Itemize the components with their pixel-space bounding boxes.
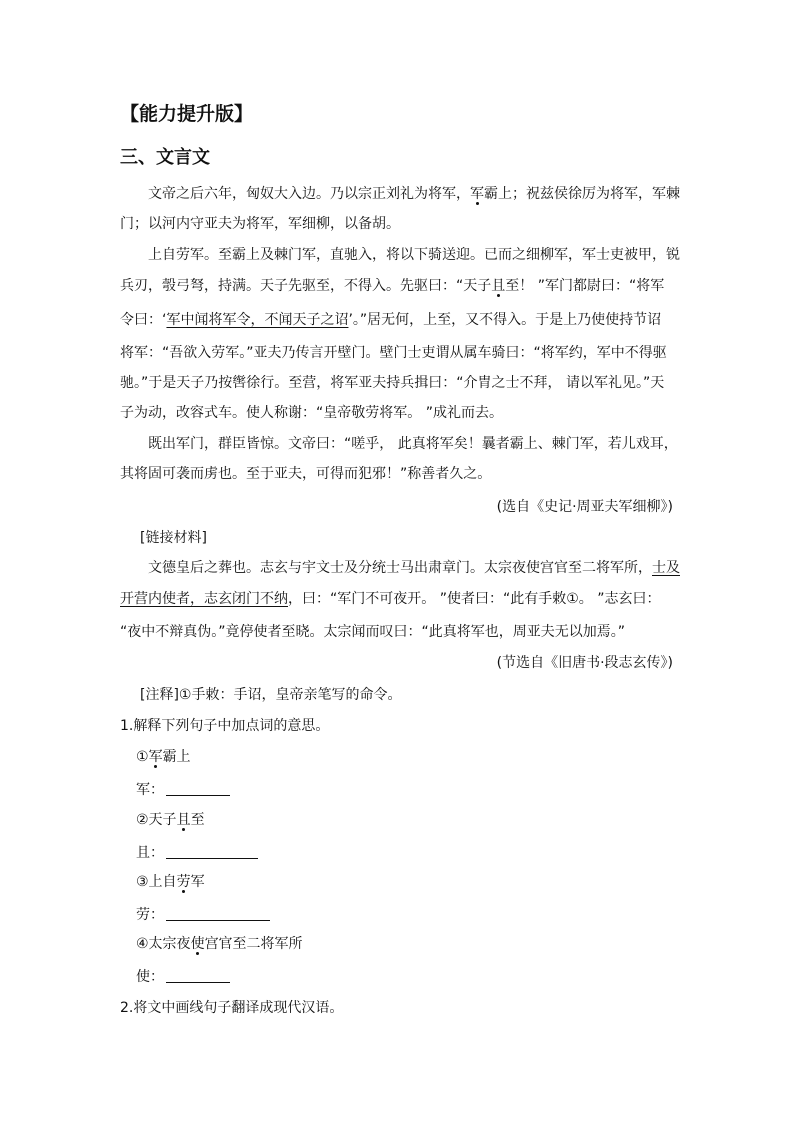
answer-label: 军： (136, 782, 164, 798)
passage-p2-line3 (120, 310, 661, 330)
text: 军 (190, 874, 205, 890)
underlined-sentence: 开营内使者，志玄闭门不纳 (120, 591, 288, 607)
passage-p2-line4: 将军：“吾欲入劳军。”亚夫乃传言开壁门。壁门士吏谓从属车骑曰：“将军约，军中不得驱 (120, 345, 667, 361)
dotted-word: 军 (148, 749, 163, 765)
passage-p1-line1 (148, 184, 680, 204)
q1-item-4-sentence (136, 934, 303, 954)
text: 文德皇后之葬也。志玄与宇文士及分统士马出肃章门。太宗夜使宫官至二将军所， (148, 560, 652, 576)
passage-p2-line1: 上自劳军。至霸上及棘门军，直驰入，将以下骑送迎。已而之细柳军，军士吏被甲，锐 (148, 247, 680, 263)
text: 霸上 (162, 749, 191, 765)
text: ① (136, 749, 149, 765)
answer-label: 使： (136, 969, 164, 985)
link-line3: “夜中不辩真伪。”竟停使者至晓。太宗闻而叹曰：“此真将军也，周亚夫无以加焉。” (120, 624, 626, 640)
passage-p2-line5: 驰。”于是天子乃按辔徐行。至营，将军亚夫持兵揖曰：“介胄之士不拜， 请以军礼见。”天 (120, 375, 665, 391)
q1-item-3-answer (136, 905, 270, 925)
text: 令曰：‘ (120, 312, 167, 328)
answer-blank[interactable] (166, 844, 258, 859)
text: ，曰：“军门不可夜开。 ”使者曰：“此有手敕①。 ”志玄曰： (288, 591, 661, 607)
answer-blank[interactable] (166, 968, 230, 983)
text: 至！ ”军门都尉曰：“将军 (505, 278, 665, 294)
text: ④太宗夜 (136, 936, 191, 952)
dotted-word: 且 (491, 278, 506, 294)
dotted-word: 使 (190, 936, 205, 952)
dotted-word: 且 (176, 812, 191, 828)
annotation-note: [注释]①手敕：手诏，皇帝亲笔写的命令。 (140, 687, 402, 703)
answer-blank[interactable] (166, 781, 230, 796)
passage-p2-line6: 子为动，改容式车。使人称谢：“皇帝敬劳将军。 ”成礼而去。 (120, 405, 503, 421)
text: 宫官至二将军所 (204, 936, 303, 952)
q1-item-3-sentence (136, 872, 205, 892)
text: ③上自 (136, 874, 177, 890)
answer-label: 且： (136, 845, 164, 861)
dotted-word: 军 (470, 186, 484, 202)
link-line1 (148, 558, 680, 578)
text: 霸上；祝兹侯徐厉为将军，军棘 (484, 186, 680, 202)
link-material-label: [链接材料] (140, 530, 207, 546)
q1-item-4-answer (136, 967, 230, 987)
underlined-sentence: 士及 (652, 560, 680, 576)
ability-title: 【能力提升版】 (120, 103, 254, 125)
dotted-word: 劳 (176, 874, 191, 890)
passage-p3-line1: 既出军门，群臣皆惊。文帝曰：“嗟乎， 此真将军矣！曩者霸上、棘门军，若儿戏耳， (148, 436, 678, 452)
answer-blank[interactable] (166, 906, 270, 921)
text: 至 (190, 812, 205, 828)
text: 兵刃，彀弓弩，持满。天子先驱至，不得入。先驱曰：“天子 (120, 278, 492, 294)
section-title: 三、文言文 (120, 147, 210, 168)
passage-p1-line2: 门；以河内守亚夫为将军，军细柳，以备胡。 (120, 216, 400, 232)
text: ’。”居无何，上至，又不得入。于是上乃使使持节诏 (348, 312, 662, 328)
source-citation-2: (节选自《旧唐书·段志玄传》) (496, 655, 673, 671)
source-citation-1: (选自《史记·周亚夫军细柳》) (496, 499, 673, 515)
q1-item-2-answer (136, 843, 258, 863)
text: ②天子 (136, 812, 177, 828)
link-line2 (120, 589, 660, 609)
q1-item-2-sentence (136, 810, 205, 830)
passage-p2-line2 (120, 276, 664, 296)
question-1: 1.解释下列句子中加点词的意思。 (120, 718, 330, 734)
answer-label: 劳： (136, 907, 164, 923)
question-2: 2.将文中画线句子翻译成现代汉语。 (120, 1000, 344, 1016)
q1-item-1-sentence (136, 747, 191, 767)
passage-p3-line2: 其将固可袭而虏也。至于亚夫，可得而犯邪！”称善者久之。 (120, 466, 492, 482)
underlined-sentence: 军中闻将军令，不闻天子之诏 (166, 312, 349, 328)
q1-item-1-answer (136, 780, 230, 800)
text: 文帝之后六年，匈奴大入边。乃以宗正刘礼为将军， (148, 186, 470, 202)
